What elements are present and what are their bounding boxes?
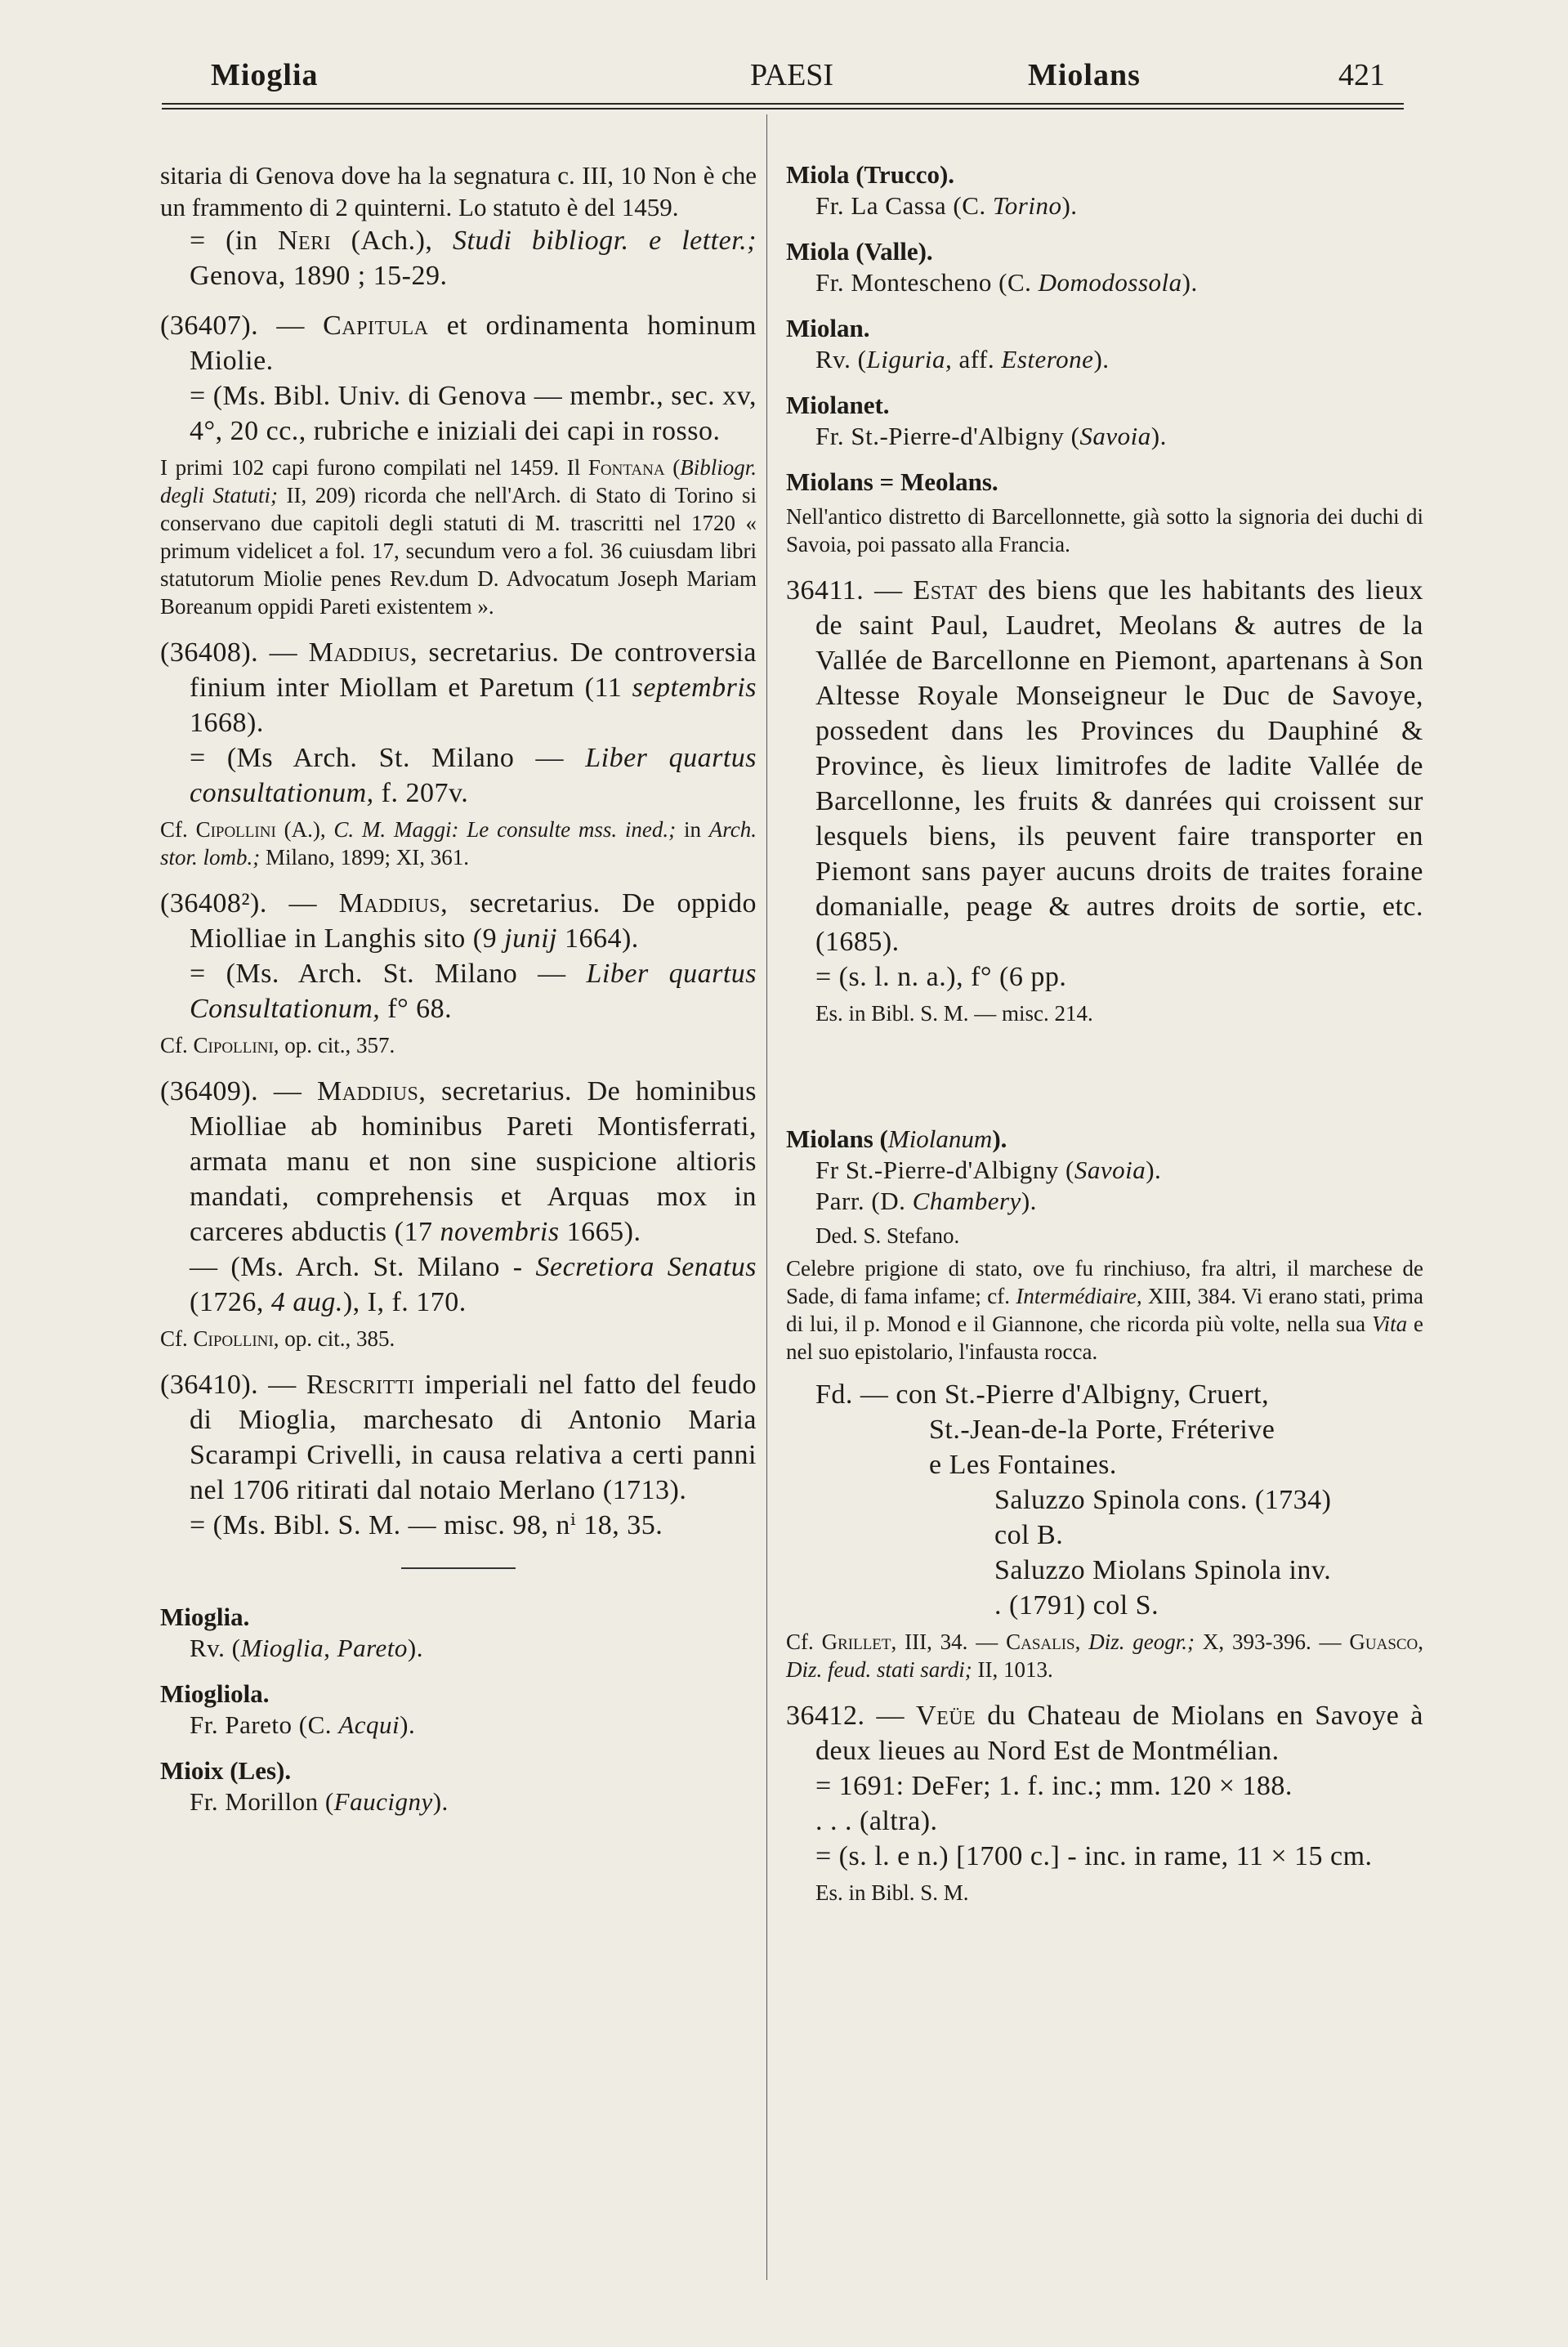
fd-line-5: col B. (994, 1520, 1064, 1550)
entry-36407 (160, 308, 757, 620)
fd-line-2: St.-Jean-de-la Porte, Fréterive (929, 1415, 1275, 1445)
entry-36412-title: 36412. — Veüe du Chateau de Miolans en Savoye à deux lieues au Nord Est de Montmélian. (786, 1701, 1423, 1766)
fd-line-6: Saluzzo Miolans Spinola inv. (994, 1555, 1332, 1585)
entry-36407-title: (36407). — Capitula et ordinamenta hominum Miolie. (160, 311, 757, 376)
entry-mioix (160, 1755, 757, 1817)
entry-miola-trucco (786, 159, 1423, 221)
entry-36412-source: = 1691: DeFer; 1. f. inc.; mm. 120 × 188. (815, 1771, 1293, 1801)
entry-miola-valle (786, 236, 1423, 298)
entry-36408-cf: Cf. Cipollini (A.), C. M. Maggi: Le consulte mss. ined.; in Arch. stor. lomb.; Milano, 1899; XI, 361. (160, 817, 757, 870)
entry-miolans (786, 1124, 1423, 1683)
entry-36410-source: = (Ms. Bibl. S. M. — misc. 98, nⁱ 18, 35. (190, 1510, 663, 1540)
entry-miogliola (160, 1679, 757, 1741)
entry-36409-title: (36409). — Maddius, secretarius. De hominibus Miolliae ab hominibus Pareti Montisferrati, armata manu et non sine suspicione altioris mandati, comprehensis et Arquas mox in carceres abductis (17 novembris 1665). (160, 1076, 757, 1247)
section-rule (401, 1567, 516, 1569)
entry-miolanet (786, 390, 1423, 452)
fd-line-7: . (1791) col S. (994, 1590, 1159, 1621)
entry-36412 (786, 1698, 1423, 1907)
header-rule-top (162, 103, 1404, 105)
miolans-note: Celebre prigione di stato, ove fu rinchiuso, fra altri, il marchese de Sade, di fama infame; cf. Intermédiaire, XIII, 384. Vi erano stati, prima di lui, il p. Monod e il Giannone, che ricorda più volte, nella sua Vita e nel suo epistolario, l'infausta rocca. (786, 1256, 1424, 1364)
miolanet-heading: Miolanet. (786, 391, 890, 419)
entry-36409-source: — (Ms. Arch. St. Milano - Secretiora Senatus (1726, 4 aug.), I, f. 170. (190, 1252, 757, 1317)
miolan-heading: Miolan. (786, 314, 870, 342)
header-left-word: Mioglia (211, 58, 319, 92)
mioglia-heading: Mioglia. (160, 1603, 250, 1631)
miolans-fr: Fr St.-Pierre-d'Albigny (Savoia). (815, 1156, 1162, 1184)
miola-trucco-heading: Miola (Trucco). (786, 160, 955, 189)
miola-valle-ref: Fr. Montescheno (C. Domodossola). (815, 268, 1198, 297)
miogliola-heading: Miogliola. (160, 1679, 270, 1708)
left-column (160, 159, 757, 1832)
entry-miolans-meolans (786, 467, 1423, 558)
entry-36407-note: I primi 102 capi furono compilati nel 1459. Il Fontana (Bibliogr. degli Statuti; II, 209) ricorda che nell'Arch. di Stato di Torino si conservano due capitoli degli statuti di M. trascritti nel 1720 « primum videlicet a fol. 17, secundum vero a fol. 36 cuiusdam libri statutorum Miolie penes Rev.dum D. Advocatum Joseph Mariam Boreanum oppidi Pareti existentem ». (160, 455, 757, 619)
right-column (786, 159, 1423, 1921)
entry-36408-source: = (Ms Arch. St. Milano — Liber quartus consultationum, f. 207v. (190, 743, 757, 808)
fd-line-1: Fd. — con St.-Pierre d'Albigny, Cruert, (815, 1379, 1270, 1410)
fd-line-3: e Les Fontaines. (929, 1450, 1117, 1480)
entry-36412-other: . . . (altra). (815, 1806, 938, 1836)
entry-36409-cf: Cf. Cipollini, op. cit., 385. (160, 1326, 395, 1351)
entry-36411-title: 36411. — Estat des biens que les habitants des lieux de saint Paul, Laudret, Meolans & autres de la Vallée de Barcellonne en Piemont, apartenans à Son Altesse Royale Monseigneur le Duc de Savoye, possedent dans les Provinces du Dauphiné & Province, ès lieux limitrofes de ladite Vallée de Barcellonne, les fruits & danrées qui croissent sur lesquels biens, ils peuvent faire transporter en Piemont sans payer aucuns droits de traites foraine domanialle, peage & autres droits de sortie, etc. (1685). (786, 575, 1423, 957)
miolans-parr: Parr. (D. Chambery). (815, 1187, 1037, 1215)
miola-trucco-ref: Fr. La Cassa (C. Torino). (815, 191, 1078, 220)
entry-36407-source: = (Ms. Bibl. Univ. di Genova — membr., sec. xv, 4°, 20 cc., rubriche e iniziali dei capi in rosso. (190, 381, 757, 446)
entry-miolan (786, 313, 1423, 375)
entry-36410 (160, 1367, 757, 1543)
entry-36408-2-source: = (Ms. Arch. St. Milano — Liber quartus Consultationum, f° 68. (190, 959, 757, 1024)
header-center-word: PAESI (750, 58, 834, 92)
entry-36408-2-title: (36408²). — Maddius, secretarius. De oppido Miolliae in Langhis sito (9 junij 1664). (160, 888, 757, 954)
miolan-ref: Rv. (Liguria, aff. Esterone). (815, 345, 1110, 373)
continuation-source: = (in Neri (Ach.), Studi bibliogr. e letter.; Genova, 1890 ; 15-29. (190, 226, 757, 291)
entry-36408-title: (36408). — Maddius, secretarius. De controversia finium inter Miollam et Paretum (11 septembris 1668). (160, 637, 757, 738)
column-divider (766, 114, 767, 2280)
miolans-cf: Cf. Grillet, III, 34. — Casalis, Diz. geogr.; X, 393-396. — Guasco, Diz. feud. stati sardi; II, 1013. (786, 1629, 1424, 1682)
entry-continuation (160, 159, 757, 293)
miola-valle-heading: Miola (Valle). (786, 237, 933, 266)
mioix-ref: Fr. Morillon (Faucigny). (190, 1787, 449, 1816)
page-number: 421 (1338, 58, 1385, 92)
entry-mioglia (160, 1602, 757, 1664)
miolans-heading: Miolans (Miolanum). (786, 1124, 1007, 1153)
mioglia-ref: Rv. (Mioglia, Pareto). (190, 1634, 423, 1662)
miolans-meolans-heading: Miolans = Meolans. (786, 467, 998, 496)
entry-36410-title: (36410). — Rescritti imperiali nel fatto del feudo di Mioglia, marchesato di Antonio Maria Scarampi Crivelli, in causa relativa a certi panni nel 1706 ritirati dal notaio Merlano (1713). (160, 1370, 757, 1505)
entry-36412-source-2: = (s. l. e n.) [1700 c.] - inc. in rame, 11 × 15 cm. (815, 1841, 1373, 1871)
fd-line-4: Saluzzo Spinola cons. (1734) (994, 1485, 1332, 1515)
spacer (786, 1042, 1423, 1124)
entry-36408-2 (160, 886, 757, 1059)
entry-36408-2-cf: Cf. Cipollini, op. cit., 357. (160, 1033, 395, 1057)
continuation-text: sitaria di Genova dove ha la segnatura c. III, 10 Non è che un frammento di 2 quinterni. Lo statuto è del 1459. (160, 161, 757, 221)
entry-36412-copy: Es. in Bibl. S. M. (815, 1880, 969, 1905)
miolans-ded: Ded. S. Stefano. (815, 1223, 960, 1248)
running-header (162, 51, 1404, 96)
header-right-word: Miolans (1028, 58, 1141, 92)
mioix-heading: Mioix (Les). (160, 1756, 292, 1785)
entry-36411-source: = (s. l. n. a.), f° (6 pp. (815, 962, 1067, 992)
entry-36411 (786, 573, 1423, 1027)
entry-36411-copy: Es. in Bibl. S. M. — misc. 214. (815, 1001, 1093, 1026)
miogliola-ref: Fr. Pareto (C. Acqui). (190, 1710, 416, 1739)
entry-36409 (160, 1074, 757, 1352)
header-rule-bottom (162, 108, 1404, 110)
entry-36408 (160, 635, 757, 871)
miolans-meolans-note: Nell'antico distretto di Barcellonnette, già sotto la signoria dei duchi di Savoia, poi passato alla Francia. (786, 504, 1423, 557)
miolanet-ref: Fr. St.-Pierre-d'Albigny (Savoia). (815, 422, 1167, 450)
